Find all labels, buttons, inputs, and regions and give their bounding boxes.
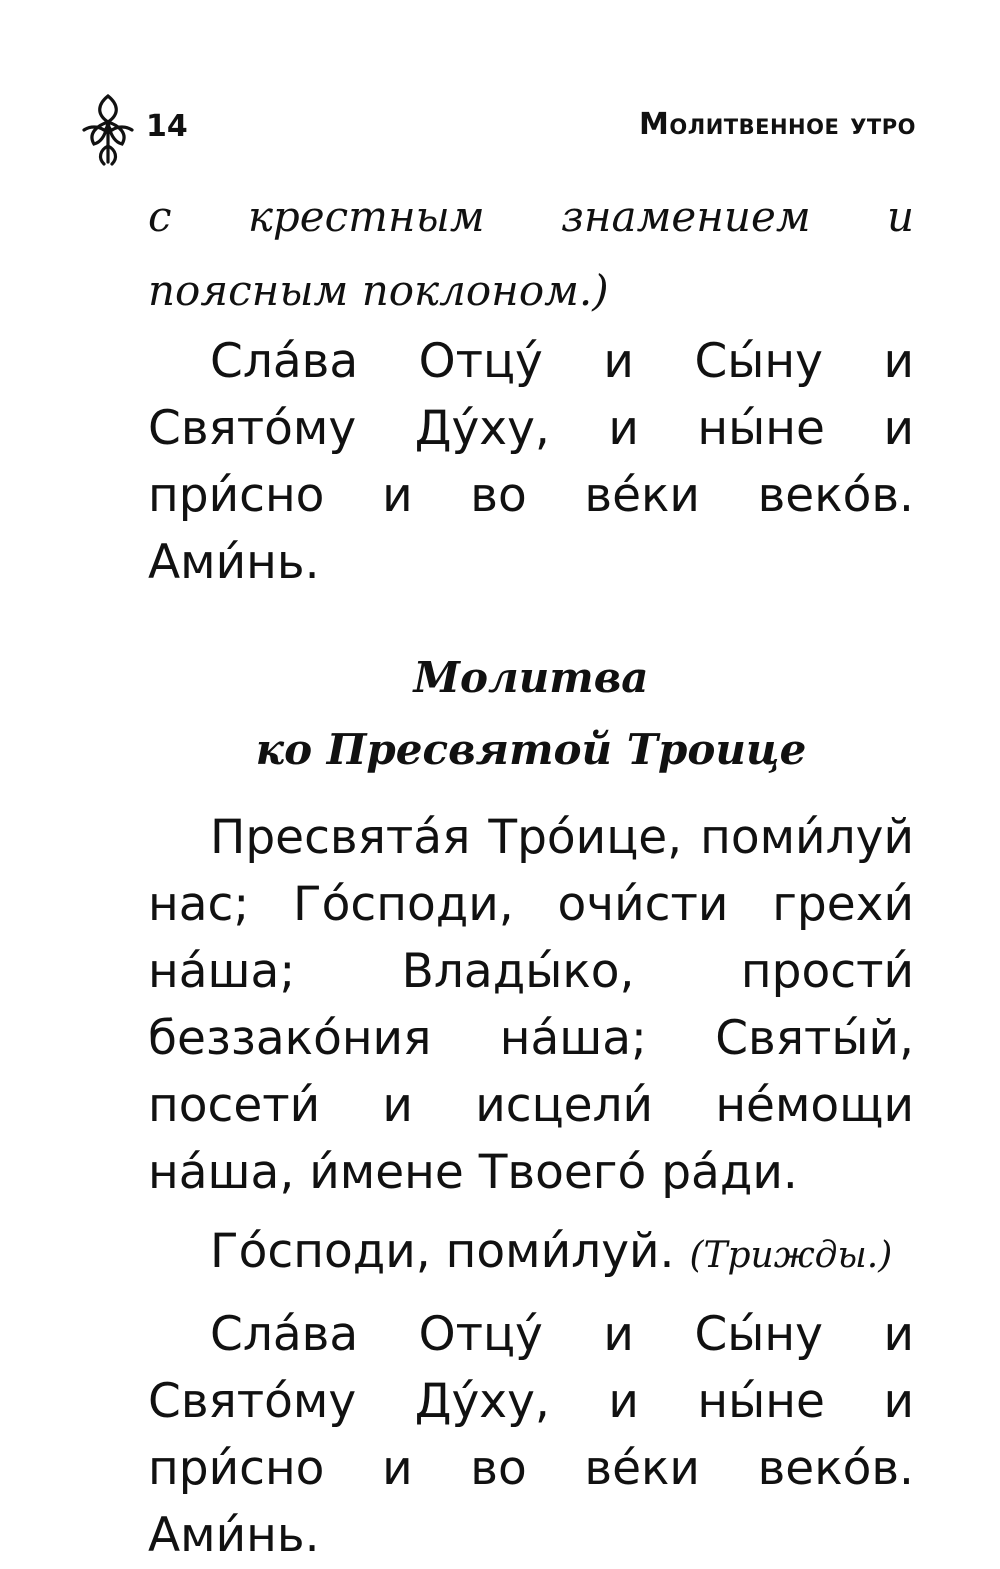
- prayer-heading-line-1: Молитва: [413, 653, 649, 702]
- doxology-paragraph-2: Сла́ва Отцу́ и Сы́ну и Свято́му Ду́ху, и ны́не и при́сно и во ве́ки веко́в. Ами́нь.: [148, 1307, 914, 1563]
- doxology-paragraph-1: Сла́ва Отцу́ и Сы́ну и Свято́му Ду́ху, и ны́не и при́сно и во ве́ки веко́в. Ами́нь.: [148, 334, 914, 590]
- trinity-prayer-paragraph: Пресвята́я Тро́ице, поми́луй нас; Го́споди, очи́сти грехи́ на́ша; Влады́ко, прости́ беззако́ния на́ша; Святы́й, посети́ и исцели́ не́мощи на́ша, и́мене Твоего́ ра́ди.: [148, 810, 914, 1200]
- rubric-continuation: с крестным знамением и поясным поклоном.): [148, 192, 914, 315]
- running-header: [80, 92, 920, 152]
- kyrie-repeat-note: (Трижды.): [689, 1235, 893, 1276]
- prayer-heading-line-2: ко Пресвятой Троице: [255, 725, 807, 774]
- fleuron-ornament-icon: [80, 92, 136, 168]
- page-number: 14: [146, 109, 188, 144]
- text-column: [148, 180, 914, 1569]
- running-title: Молитвенное утро: [639, 107, 916, 142]
- prayer-heading: [148, 642, 914, 786]
- kyrie-text: Го́споди, поми́луй.: [210, 1224, 675, 1279]
- kyrie-paragraph: [148, 1218, 914, 1289]
